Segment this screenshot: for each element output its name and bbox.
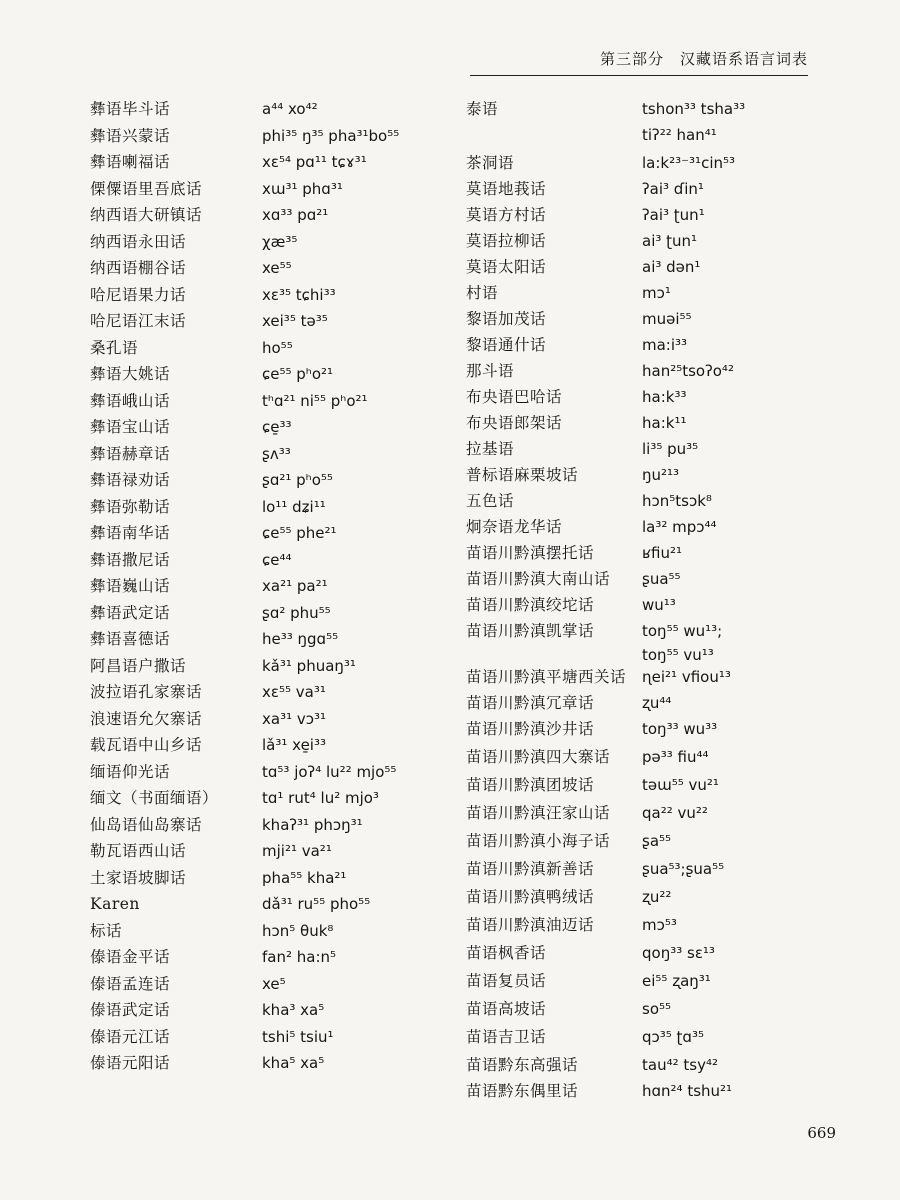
- word-form: li³⁵ pu³⁵: [642, 440, 699, 458]
- word-form: tshi⁵ tsiu¹: [262, 1027, 334, 1046]
- word-form: tau⁴² tsy⁴²: [642, 1056, 718, 1074]
- word-form: lǎ³¹ xe̱i³³: [262, 736, 326, 754]
- language-name: 缅语仰光话: [90, 762, 171, 781]
- language-name: 莫语方村话: [466, 206, 547, 224]
- language-name: 傈僳语里吾底话: [90, 179, 203, 198]
- word-form: ai³ ʈun¹: [642, 232, 698, 250]
- language-name: 莫语地莪话: [466, 180, 547, 198]
- language-name: 黎语加茂话: [466, 310, 547, 328]
- word-form: ɕe̱³³: [262, 418, 292, 436]
- language-name: 苗语枫香话: [466, 944, 547, 962]
- word-form: fan² ha:n⁵: [262, 948, 337, 966]
- language-name: 彝语喇福话: [90, 153, 171, 171]
- word-form: ɕe⁴⁴: [262, 550, 292, 569]
- word-form: phi³⁵ ŋ³⁵ pha³¹bo⁵⁵: [262, 126, 400, 145]
- language-name: 村语: [466, 284, 499, 302]
- language-name: 傣语孟连话: [90, 974, 171, 993]
- word-form: ɳei²¹ vfiou¹³: [642, 668, 731, 686]
- language-name: 缅文（书面缅语）: [90, 789, 219, 807]
- language-name: 苗语川黔滇大南山话: [466, 570, 611, 588]
- language-name: 彝语禄劝话: [90, 471, 171, 489]
- word-form: he³³ ŋgɑ⁵⁵: [262, 630, 339, 648]
- language-name: 莫语拉柳话: [466, 232, 547, 250]
- word-form: xei³⁵ tə³⁵: [262, 312, 328, 330]
- language-name: 布央语郎架话: [466, 414, 563, 432]
- word-form: xɑ³³ pɑ²¹: [262, 206, 329, 224]
- word-form: xɛ⁵⁵ va³¹: [262, 683, 326, 701]
- word-form: ʂʌ³³: [262, 444, 291, 463]
- word-form: han²⁵tsoʔo⁴²: [642, 362, 734, 380]
- language-name: 苗语川黔滇新善话: [466, 860, 595, 878]
- language-name: 苗语川黔滇凯掌话: [466, 622, 595, 640]
- word-form: mji²¹ va²¹: [262, 842, 332, 860]
- language-name: 傣语武定话: [90, 1001, 171, 1019]
- word-form: ʂa⁵⁵: [642, 832, 672, 850]
- language-name: 哈尼语江末话: [90, 312, 187, 330]
- language-name: 纳西语棚谷话: [90, 259, 187, 277]
- language-name: Karen: [90, 895, 140, 913]
- language-name: 勒瓦语西山话: [90, 842, 187, 860]
- language-name: 苗语川黔滇沙井话: [466, 720, 595, 738]
- word-form: khaʔ³¹ phɔŋ³¹: [262, 815, 363, 834]
- word-form: hɔn⁵tsɔk⁸: [642, 492, 712, 510]
- word-form: so⁵⁵: [642, 1000, 672, 1018]
- language-name: 标话: [90, 921, 123, 940]
- language-name: 哈尼语果力话: [90, 285, 187, 304]
- page-number: 669: [807, 1124, 836, 1142]
- language-name: 彝语峨山话: [90, 391, 171, 410]
- language-name: 黎语通什话: [466, 336, 547, 354]
- word-form: ʂɑ²¹ pʰo⁵⁵: [262, 471, 333, 489]
- word-form: ʁfiu²¹: [642, 544, 683, 562]
- word-form: xɛ³⁵ tɕhi³³: [262, 285, 336, 304]
- language-name: 苗语川黔滇平塘西关话: [466, 668, 627, 686]
- language-name: 纳西语永田话: [90, 232, 187, 251]
- word-form: la³² mpɔ⁴⁴: [642, 518, 717, 536]
- word-form: dǎ³¹ ru⁵⁵ pho⁵⁵: [262, 895, 371, 913]
- word-form: tʰɑ²¹ ni⁵⁵ pʰo²¹: [262, 391, 368, 410]
- word-form: xɛ⁵⁴ pɑ¹¹ tɕɤ³¹: [262, 153, 367, 171]
- language-name: 阿昌语户撒话: [90, 656, 187, 675]
- language-name: 苗语黔东高强话: [466, 1056, 579, 1074]
- language-name: 桑孔语: [90, 338, 139, 357]
- language-name: 苗语川黔滇汪家山话: [466, 804, 611, 822]
- word-form: toŋ³³ wu³³: [642, 720, 718, 738]
- word-form: kǎ³¹ phuaŋ³¹: [262, 656, 356, 675]
- word-form: ʂua⁵⁵: [642, 570, 681, 588]
- word-form: mɔ⁵³: [642, 916, 677, 934]
- language-name: 纳西语大研镇话: [90, 206, 203, 224]
- word-form: ɕe⁵⁵ phe²¹: [262, 524, 337, 542]
- language-name: 彝语大姚话: [90, 365, 171, 383]
- word-form: xɯ³¹ phɑ³¹: [262, 179, 343, 198]
- word-form: lo¹¹ dʑi¹¹: [262, 497, 326, 516]
- language-name: 拉基语: [466, 440, 515, 458]
- running-header: 第三部分 汉藏语系语言词表: [470, 48, 808, 76]
- language-name: 傣语元江话: [90, 1027, 171, 1046]
- language-name: 炯奈语龙华话: [466, 518, 563, 536]
- language-name: 苗语黔东偶里话: [466, 1082, 579, 1100]
- language-name: 载瓦语中山乡话: [90, 736, 203, 754]
- word-form: xa³¹ vɔ³¹: [262, 709, 327, 728]
- language-name: 苗语高坡话: [466, 1000, 547, 1018]
- word-form: ʐu⁴⁴: [642, 694, 672, 712]
- language-name: 泰语: [466, 100, 499, 118]
- word-form: tɑ⁵³ joʔ⁴ lu²² mjo⁵⁵: [262, 762, 397, 781]
- word-form: qa²² vu²²: [642, 804, 708, 822]
- word-form: ʔai³ ɗin¹: [642, 180, 704, 198]
- language-name: 彝语喜德话: [90, 630, 171, 648]
- language-name: 布央语巴哈话: [466, 388, 563, 406]
- word-form: qɔ³⁵ ʈɑ³⁵: [642, 1028, 704, 1046]
- word-form: a⁴⁴ xo⁴²: [262, 100, 318, 118]
- word-form: hɑn²⁴ tshu²¹: [642, 1082, 733, 1100]
- language-name: 茶洞语: [466, 154, 515, 172]
- word-form: kha³ xa⁵: [262, 1001, 325, 1019]
- language-name: 彝语兴蒙话: [90, 126, 171, 145]
- word-form: wu¹³: [642, 596, 676, 614]
- word-form: hɔn⁵ θuk⁸: [262, 921, 334, 940]
- word-form: ai³ dən¹: [642, 258, 701, 276]
- language-name: 苗语川黔滇冗章话: [466, 694, 595, 712]
- word-form: ʂɑ² phu⁵⁵: [262, 603, 331, 622]
- language-name: 浪速语允欠寨话: [90, 709, 203, 728]
- language-name: 苗语川黔滇鸭绒话: [466, 888, 595, 906]
- language-name: 苗语川黔滇小海子话: [466, 832, 611, 850]
- language-name: 彝语毕斗话: [90, 100, 171, 118]
- language-name: 苗语川黔滇摆托话: [466, 544, 595, 562]
- word-form: kha⁵ xa⁵: [262, 1054, 325, 1072]
- word-form: tshon³³ tsha³³: [642, 100, 746, 118]
- word-form: ei⁵⁵ ʐaŋ³¹: [642, 972, 711, 990]
- word-form: toŋ⁵⁵ wu¹³;: [642, 622, 723, 640]
- language-name: 苗语吉卫话: [466, 1028, 547, 1046]
- language-name: 仙岛语仙岛寨话: [90, 815, 203, 834]
- language-name: 苗语川黔滇四大寨话: [466, 748, 611, 766]
- language-name: 波拉语孔家寨话: [90, 683, 203, 701]
- word-form: χæ³⁵: [262, 232, 298, 251]
- language-name: 傣语元阳话: [90, 1054, 171, 1072]
- word-form: ma:i³³: [642, 336, 688, 354]
- word-form: xe⁵: [262, 974, 286, 993]
- word-form: ɕe⁵⁵ pʰo²¹: [262, 365, 334, 383]
- language-name: 苗语川黔滇团坡话: [466, 776, 595, 794]
- language-name: 苗语川黔滇油迈话: [466, 916, 595, 934]
- word-form: muəi⁵⁵: [642, 310, 692, 328]
- language-name: 彝语弥勒话: [90, 497, 171, 516]
- word-form: ŋu²¹³: [642, 466, 680, 484]
- word-form: xe⁵⁵: [262, 259, 292, 277]
- language-name: 彝语赫章话: [90, 444, 171, 463]
- language-name: 傣语金平话: [90, 948, 171, 966]
- language-name: 土家语坡脚话: [90, 868, 187, 887]
- word-form: ʔai³ ʈun¹: [642, 206, 705, 224]
- word-form: tɑ¹ rut⁴ lu² mjo³: [262, 789, 379, 807]
- word-form: ho⁵⁵: [262, 338, 293, 357]
- language-name: 莫语太阳话: [466, 258, 547, 276]
- word-form: ha:k³³: [642, 388, 687, 406]
- language-name: 彝语南华话: [90, 524, 171, 542]
- word-form: təɯ⁵⁵ vu²¹: [642, 776, 719, 794]
- language-name: 彝语武定话: [90, 603, 171, 622]
- language-name: 那斗语: [466, 362, 515, 380]
- language-name: 彝语撒尼话: [90, 550, 171, 569]
- word-form: mɔ¹: [642, 284, 671, 302]
- language-name: 彝语宝山话: [90, 418, 171, 436]
- word-form: pə³³ fiu⁴⁴: [642, 748, 709, 766]
- word-form: toŋ⁵⁵ vu¹³: [642, 646, 714, 664]
- word-form: pha⁵⁵ kha²¹: [262, 868, 347, 887]
- language-name: 苗语复员话: [466, 972, 547, 990]
- word-form: qoŋ³³ sɛ¹³: [642, 944, 715, 962]
- word-form: ʂua⁵³;ʂua⁵⁵: [642, 860, 725, 878]
- language-name: 五色话: [466, 492, 515, 510]
- word-form: ʐu²²: [642, 888, 672, 906]
- word-form: tiʔ²² han⁴¹: [642, 126, 717, 144]
- language-name: 普标语麻栗坡话: [466, 466, 579, 484]
- word-form: la:k²³⁻³¹cin⁵³: [642, 154, 736, 172]
- word-form: xa²¹ pa²¹: [262, 577, 328, 595]
- language-name: 彝语巍山话: [90, 577, 171, 595]
- word-form: ha:k¹¹: [642, 414, 687, 432]
- language-name: 苗语川黔滇绞坨话: [466, 596, 595, 614]
